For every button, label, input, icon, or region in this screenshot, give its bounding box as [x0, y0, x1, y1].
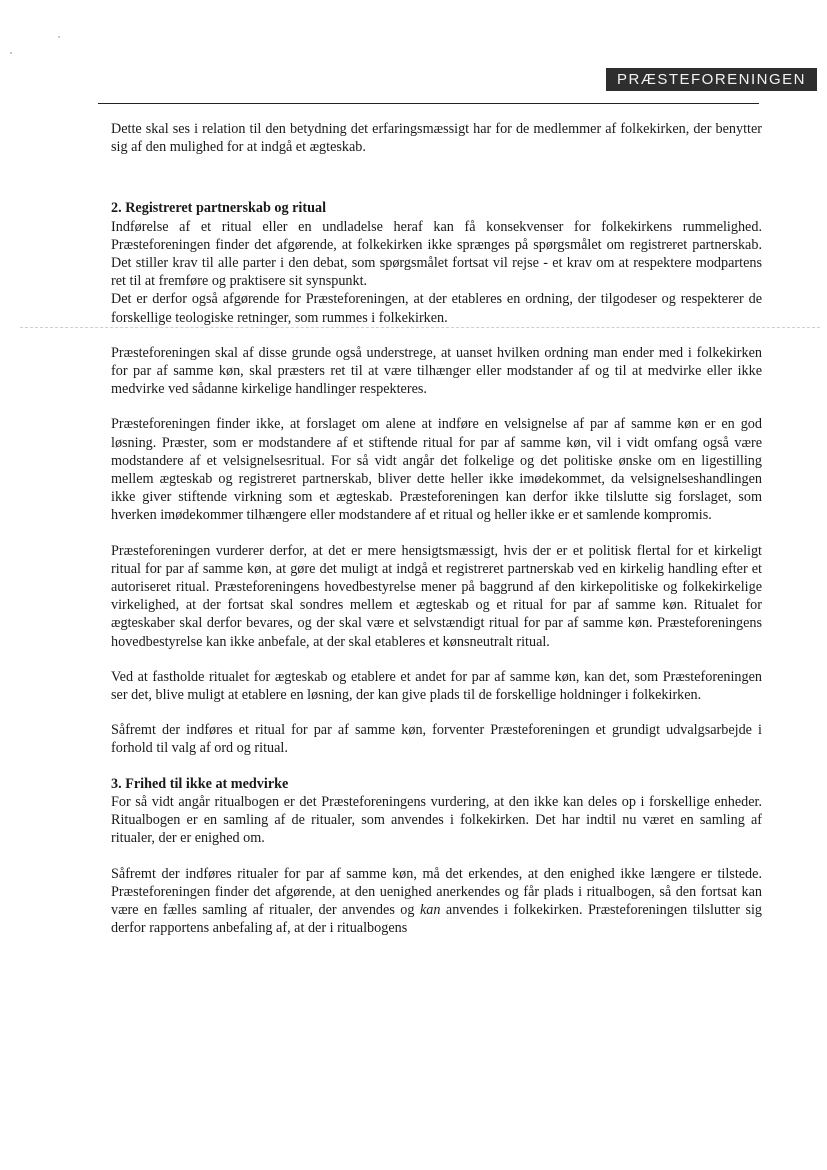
paragraph-8: For så vidt angår ritualbogen er det Præsteforeningens vurdering, at den ikke kan deles op i forskellige enheder. Ritualbogen er en samling af de ritualer, som anvendes i folkekirken. Det har indtil nu været en samling af ritualer, der er enighed om.: [111, 793, 762, 847]
scan-speck: [10, 52, 12, 54]
paragraph-2b: Det er derfor også afgørende for Præsteforeningen, at der etableres en ordning, der tilgodeser og respekterer de forskellige teologiske retninger, som rummes i folkekirken.: [111, 291, 762, 326]
document-body: [111, 120, 762, 954]
paragraph-9-start: Såfremt der indføres ritualer for par af samme køn, må det erkendes, at den enighed ikke længere er tilstede. Præsteforeningen finder det afgørende, at den uenighed anerkendes og får plads i ritualbogen, så den fortsat kan være en fælles samling af ritualer, der anvendes og: [111, 865, 762, 918]
paragraph-3: Præsteforeningen skal af disse grunde også understrege, at uanset hvilken ordning man ender med i folkekirken for par af samme køn, skal præsters ret til at være tilhænger eller modstander af og til at medvirke eller ikke medvirke ved sådanne kirkelige handlinger respekteres.: [111, 344, 762, 398]
scan-speck: [58, 36, 60, 38]
section-heading-3: 3. Frihed til ikke at medvirke: [111, 775, 289, 792]
paragraph-6: Ved at fastholde ritualet for ægteskab og etablere et andet for par af samme køn, kan det, som Præsteforeningen ser det, blive muligt at etablere en løsning, der kan give plads til de forskellige holdninger i folkekirken.: [111, 668, 762, 704]
paragraph-9: [111, 865, 762, 938]
paragraph-5: Præsteforeningen vurderer derfor, at det er mere hensigtsmæssigt, hvis der er et politisk flertal for et kirkeligt ritual for par af samme køn, at gøre det muligt at indgå et registreret partnerskab ved en kirkelig handling efter et autoriseret ritual. Præsteforeningens hovedbestyrelse mener på baggrund af den kirkepolitiske og folkekirkelige virkelighed, at der fortsat skal sondres mellem et ægteskab og et ritual for par af samme køn. Ritualet for ægteskaber skal derfor bevares, og der skal være et selvstændigt ritual for par af samme køn. Præsteforeningens hovedbestyrelse kan ikke anbefale, at der skal etableres et kønsneutralt ritual.: [111, 542, 762, 650]
paragraph-4: Præsteforeningen finder ikke, at forslaget om alene at indføre en velsignelse af par af samme køn er en god løsning. Præster, som er modstandere af et stiftende ritual for par af samme køn, vil i vidt omfang også være modstandere af et velsignelsesritual. For så vidt angår det folkelige og det politiske ønske om en ligestilling mellem ægteskab og registreret partnerskab, bliver dette heller ikke imødekommet, da velsignelseshandlingen ikke giver stiftende virkning som et ægteskab. Præsteforeningen kan derfor ikke tilslutte sig forslaget, som hverken imødekommer tilhængere eller modstandere af et ritual og heller ikke er et samlende kompromis.: [111, 416, 762, 524]
paragraph-intro: Dette skal ses i relation til den betydning det erfaringsmæssigt har for de medlemmer af folkekirken, der benytter sig af den mulighed for at indgå et ægteskab.: [111, 121, 762, 156]
paragraph-9-emphasis: kan: [419, 901, 441, 918]
header-divider: [98, 103, 759, 104]
praesteforeningen-logo: PRÆSTEFORENINGEN: [606, 68, 817, 91]
paragraph-9-end: anvendes i folkekirken. Præsteforeningen tilslutter sig derfor rapportens anbefaling af, at der i ritualbogens: [111, 901, 762, 937]
section-heading-2: 2. Registreret partnerskab og ritual: [111, 200, 327, 217]
paragraph-7: Såfremt der indføres et ritual for par af samme køn, forventer Præsteforeningen et grundigt udvalgsarbejde i forhold til valg af ord og ritual.: [111, 722, 762, 757]
paragraph-2a: Indførelse af et ritual eller en undladelse heraf kan få konsekvenser for folkekirkens rummelighed. Præsteforeningen finder det afgørende, at folkekirken ikke sprænges på spørgsmålet om registreret partnerskab. Det stiller krav til alle parter i den debat, som spørgsmålet fortsat vil rejse - et krav om at respektere modpartens ret til at fremføre og praktisere sit synspunkt.: [111, 218, 762, 290]
